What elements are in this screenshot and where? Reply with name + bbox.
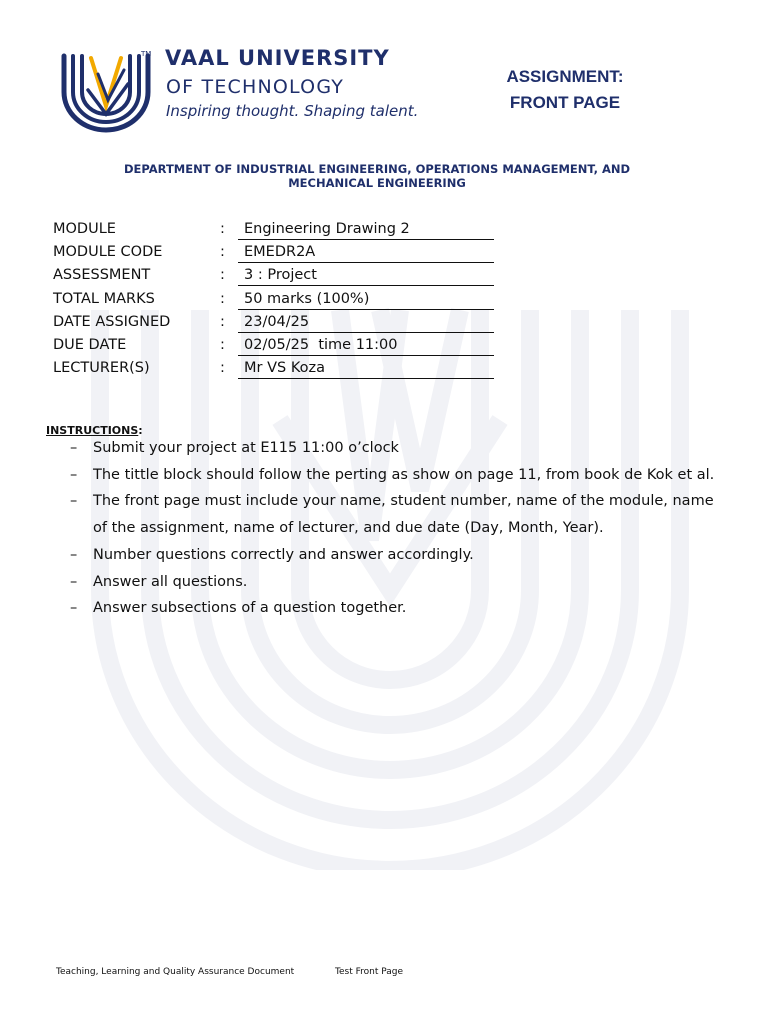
bullet-dash: – — [70, 546, 78, 563]
trademark-mark: TM — [141, 50, 152, 58]
list-item — [70, 435, 730, 462]
info-value: 23/04/25 — [238, 314, 494, 333]
info-value: 3 : Project — [238, 267, 494, 286]
instruction-text: Answer subsections of a question together. — [93, 600, 407, 617]
bullet-dash: – — [70, 466, 78, 483]
university-name: VAAL UNIVERSITY — [165, 46, 390, 70]
info-colon: : — [220, 221, 225, 237]
instructions-heading-colon: : — [138, 424, 143, 437]
info-label: LECTURER(S) — [53, 360, 150, 377]
info-value: 50 marks (100%) — [238, 291, 494, 310]
university-tagline: Inspiring thought. Shaping talent. — [166, 102, 419, 120]
instruction-text: Submit your project at E115 11:00 o’clock — [93, 440, 399, 456]
info-label: DUE DATE — [53, 336, 127, 353]
instruction-text: Answer all questions. — [93, 573, 248, 590]
assignment-title-line1: ASSIGNMENT: — [506, 67, 624, 86]
instruction-text: The front page must include your name, student number, name of the module, name of the assignment, name of lecturer, and due date (Day, Month, Year). — [93, 493, 714, 537]
info-label: MODULE CODE — [53, 244, 163, 261]
footer-document-type: Teaching, Learning and Quality Assurance Document — [56, 967, 295, 977]
list-item — [70, 595, 730, 622]
instructions-heading-text: INSTRUCTIONS — [46, 424, 139, 437]
list-item — [70, 569, 730, 596]
bullet-dash: – — [70, 493, 78, 510]
list-item — [70, 462, 730, 489]
info-colon: : — [220, 313, 225, 330]
info-colon: : — [220, 336, 225, 353]
assignment-title-line2: FRONT PAGE — [509, 93, 621, 112]
info-colon: : — [220, 244, 225, 261]
instructions-list — [70, 435, 730, 622]
info-label: ASSESSMENT — [53, 267, 151, 284]
bullet-dash: – — [70, 600, 78, 617]
footer-document-name: Test Front Page — [335, 967, 403, 977]
assignment-title — [460, 64, 670, 116]
bullet-dash: – — [70, 440, 78, 456]
department-line2: MECHANICAL ENGINEERING — [288, 176, 466, 190]
info-value: Engineering Drawing 2 — [238, 221, 494, 240]
instruction-text: The tittle block should follow the perting as show on page 11, from book de Kok et al. — [93, 466, 715, 483]
department-heading — [60, 162, 694, 190]
info-value: Mr VS Koza — [238, 360, 494, 379]
info-label: DATE ASSIGNED — [53, 313, 171, 330]
info-colon: : — [220, 290, 225, 307]
info-colon: : — [220, 360, 225, 377]
bullet-dash: – — [70, 573, 78, 590]
instruction-text: Number questions correctly and answer accordingly. — [93, 546, 474, 563]
info-colon: : — [220, 267, 225, 284]
info-label: MODULE — [53, 221, 116, 237]
vut-shield-logo-icon — [58, 50, 154, 134]
info-label: TOTAL MARKS — [53, 290, 155, 307]
list-item — [70, 542, 730, 569]
list-item — [70, 488, 730, 541]
department-line1: DEPARTMENT OF INDUSTRIAL ENGINEERING, OPERATIONS MANAGEMENT, AND — [123, 162, 631, 176]
info-value: 02/05/25 time 11:00 — [238, 337, 494, 356]
university-subtitle: OF TECHNOLOGY — [166, 76, 345, 98]
info-value: EMEDR2A — [238, 244, 494, 263]
